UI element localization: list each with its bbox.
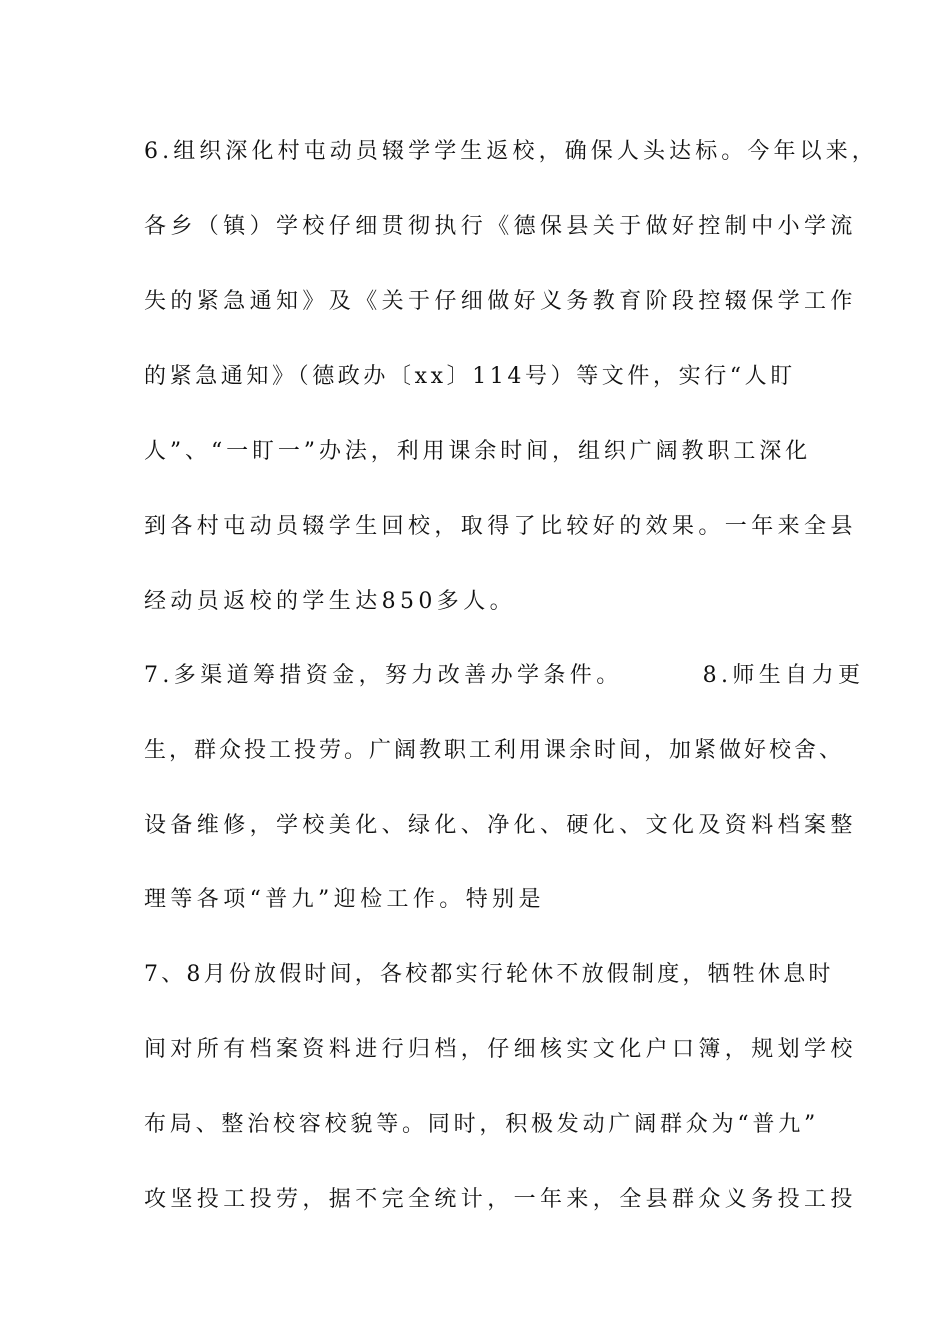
paragraph-line <box>144 661 864 691</box>
paragraph-line: 失的紧急通知》及《关于仔细做好义务教育阶段控辍保学工作 <box>144 289 857 314</box>
paragraph-line: 生，群众投工投劳。广阔教职工利用课余时间，加紧做好校舍、 <box>144 738 845 763</box>
section-heading-8: 8.师生自力更 <box>702 663 865 688</box>
paragraph-line: 各乡（镇）学校仔细贯彻执行《德保县关于做好控制中小学流 <box>144 214 857 239</box>
paragraph-line: 攻坚投工投劳，据不完全统计，一年来，全县群众义务投工投 <box>144 1187 857 1212</box>
paragraph-line: 设备维修，学校美化、绿化、净化、硬化、文化及资料档案整 <box>144 813 857 838</box>
paragraph-line: 理等各项“普九”迎检工作。特别是 <box>144 887 545 912</box>
paragraph-line: 间对所有档案资料进行归档，仔细核实文化户口簿，规划学校 <box>144 1037 857 1062</box>
paragraph-line: 到各村屯动员辍学生回校，取得了比较好的效果。一年来全县 <box>144 514 857 539</box>
paragraph-line: 的紧急通知》（德政办〔xx〕114号）等文件，实行“人盯 <box>144 364 796 389</box>
paragraph-line: 人”、“一盯一”办法，利用课余时间，组织广阔教职工深化 <box>144 439 812 464</box>
paragraph-line: 7、8月份放假时间，各校都实行轮休不放假制度，牺牲休息时 <box>144 962 834 987</box>
paragraph-line: 6.组织深化村屯动员辍学学生返校，确保人头达标。今年以来， <box>144 139 878 164</box>
paragraph-line: 布局、整治校容校貌等。同时，积极发动广阔群众为“普九” <box>144 1112 820 1137</box>
section-heading-7: 7.多渠道筹措资金，努力改善办学条件。 <box>144 663 623 688</box>
paragraph-line: 经动员返校的学生达850多人。 <box>144 589 516 614</box>
